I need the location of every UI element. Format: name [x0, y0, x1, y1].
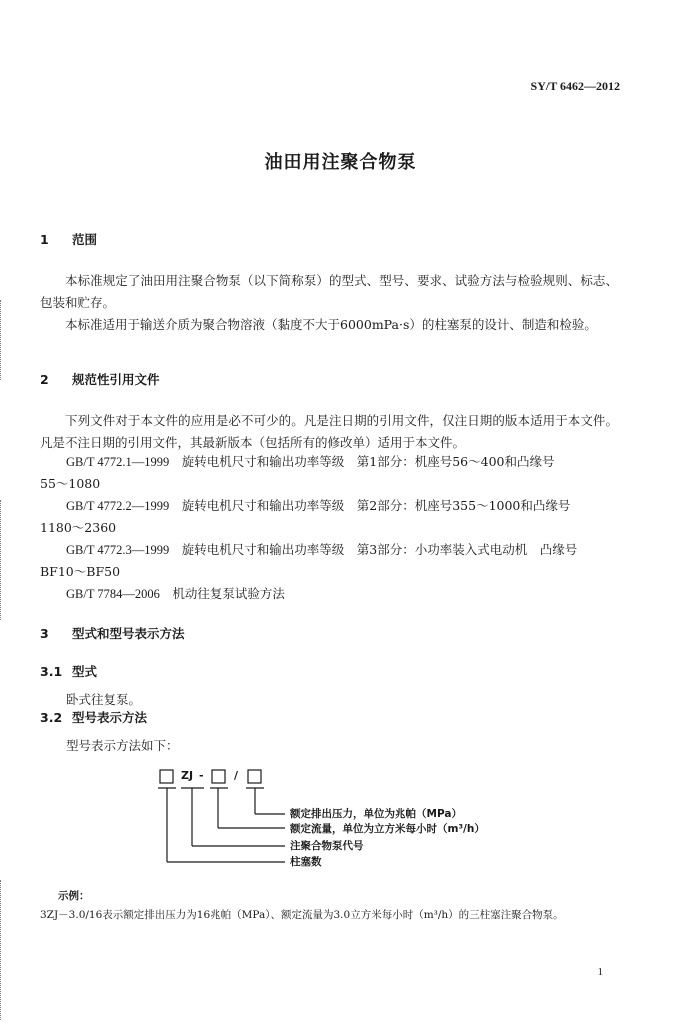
scan-margin-marks [0, 500, 3, 620]
reference-item [66, 452, 554, 470]
reference-title: 旋转电机尺寸和输出功率等级 第1部分：机座号56～400和凸缘号 [181, 454, 555, 469]
reference-code: GB/T 4772.2—1999 [66, 499, 170, 513]
section-number: 3.2 [40, 710, 63, 725]
paragraph-pump-type: 卧式往复泵。 [66, 692, 142, 707]
subsection-heading-3-2 [40, 708, 147, 726]
section-title: 规范性引用文件 [72, 372, 160, 387]
reference-code: GB/T 4772.1—1999 [66, 455, 170, 469]
example-label: 示例： [58, 890, 90, 902]
example-text: 3ZJ－3.0/16表示额定排出压力为16兆帕（MPa）、额定流量为3.0立方米每小时（m³/h）的三柱塞注聚合物泵。 [40, 909, 564, 921]
reference-title: 旋转电机尺寸和输出功率等级 第3部分：小功率装入式电动机 凸缘号 [181, 542, 578, 557]
section-title: 型号表示方法 [72, 710, 148, 725]
reference-continuation: 55～1080 [40, 476, 101, 491]
paragraph-scope-2: 本标准适用于输送介质为聚合物溶液（黏度不大于6000mPa·s）的柱塞泵的设计、制造和检验。 [65, 317, 597, 332]
label-rated-pressure: 额定排出压力，单位为兆帕（MPa） [290, 808, 462, 820]
scan-margin-marks [0, 300, 3, 380]
paragraph-scope-1: 本标准规定了油田用注聚合物泵（以下简称泵）的型式、型号、要求、试验方法与检验规则、标志、包装和贮存。 [40, 273, 618, 310]
section-title: 范围 [72, 232, 98, 247]
scan-margin-marks [0, 880, 3, 1020]
reference-continuation: 1180～2360 [40, 520, 117, 535]
section-heading-1 [40, 230, 97, 248]
model-code-text: ZJ [181, 769, 194, 782]
reference-code: GB/T 7784—2006 [66, 587, 160, 601]
model-slash: / [234, 769, 239, 782]
section-title: 型式 [72, 664, 98, 679]
reference-title: 机动往复泵试验方法 [172, 586, 285, 601]
pressure-box [248, 770, 261, 783]
reference-item [66, 540, 577, 558]
reference-code: GB/T 4772.3—1999 [66, 543, 170, 557]
subsection-heading-3-1 [40, 662, 97, 680]
section-number: 1 [40, 232, 49, 247]
reference-continuation: BF10～BF50 [40, 564, 121, 579]
paragraph-references-intro: 下列文件对于本文件的应用是必不可少的。凡是注日期的引用文件，仅注日期的版本适用于本文件。凡是不注日期的引用文件，其最新版本（包括所有的修改单）适用于本文件。 [40, 413, 618, 450]
section-number: 3.1 [40, 664, 63, 679]
flow-rate-box [212, 770, 225, 783]
label-rated-flow: 额定流量，单位为立方米每小时（m³/h） [290, 823, 485, 835]
model-separator: - [199, 769, 204, 782]
reference-item [66, 496, 570, 514]
reference-title: 旋转电机尺寸和输出功率等级 第2部分：机座号355～1000和凸缘号 [181, 498, 571, 513]
section-title: 型式和型号表示方法 [72, 626, 185, 641]
section-number: 3 [40, 626, 49, 641]
section-heading-3 [40, 624, 185, 642]
standard-code: SY/T 6462—2012 [530, 79, 620, 93]
reference-item [66, 584, 285, 602]
model-designation-diagram [150, 764, 510, 876]
page-number: 1 [597, 966, 603, 978]
section-heading-2 [40, 370, 160, 388]
section-number: 2 [40, 372, 49, 387]
label-plunger-count: 柱塞数 [290, 856, 322, 868]
plunger-count-box [160, 770, 173, 783]
document-title: 油田用注聚合物泵 [264, 152, 417, 173]
label-pump-code: 注聚合物泵代号 [290, 840, 364, 852]
paragraph-model-intro: 型号表示方法如下： [66, 738, 179, 753]
